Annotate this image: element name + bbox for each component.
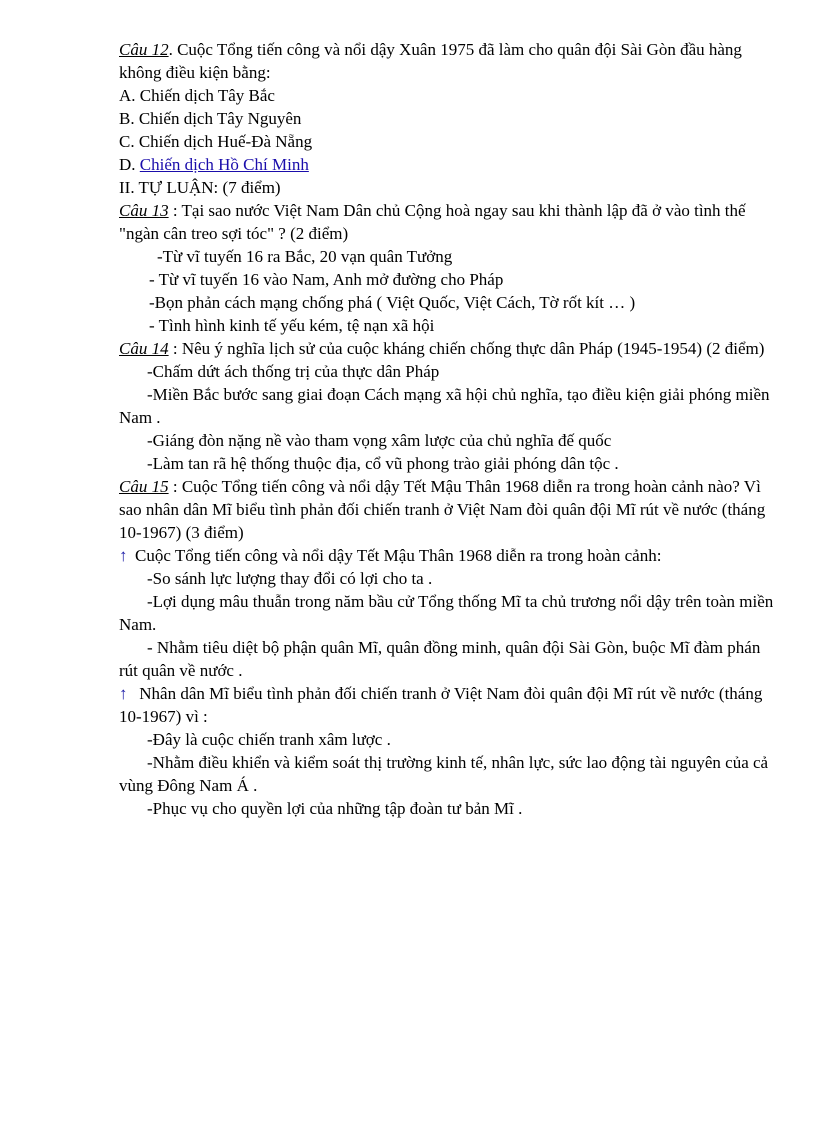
- q15-part2-answer-3: -Phục vụ cho quyền lợi của những tập đoàn tư bản Mĩ .: [147, 799, 523, 818]
- question-13-text: : Tại sao nước Việt Nam Dân chủ Cộng hoà ngay sau khi thành lập đã ở vào tình thế "ngàn cân treo sợi tóc" ? (2 điểm): [119, 201, 746, 243]
- option-b-letter: B.: [119, 109, 139, 128]
- q15-part1-heading: [119, 544, 781, 567]
- option-d: [119, 153, 781, 176]
- document-page: [119, 38, 781, 820]
- question-13: [119, 199, 781, 245]
- q15-part1-answer-1: -So sánh lực lượng thay đổi có lợi cho ta .: [147, 569, 433, 588]
- option-d-letter: D.: [119, 155, 140, 174]
- question-12-label: Câu 12: [119, 40, 169, 59]
- question-14-label: Câu 14: [119, 339, 169, 358]
- option-d-link[interactable]: Chiến dịch Hồ Chí Minh: [139, 155, 309, 174]
- q14-answer-4: -Làm tan rã hệ thống thuộc địa, cổ vũ phong trào giải phóng dân tộc .: [147, 454, 619, 473]
- question-15: [119, 475, 781, 544]
- q15-part2-heading-text: Nhân dân Mĩ biểu tình phản đối chiến tranh ở Việt Nam đòi quân đội Mĩ rút về nước (tháng 10-1967) vì :: [119, 684, 763, 726]
- q15-part1-answer-2: -Lợi dụng mâu thuẫn trong năm bầu cử Tổng thống Mĩ ta chủ trương nổi dậy trên toàn miền Nam.: [119, 592, 774, 634]
- arrow-up-icon: ↑: [119, 684, 128, 703]
- q15-part1-heading-text: Cuộc Tổng tiến công và nổi dậy Tết Mậu Thân 1968 diễn ra trong hoàn cảnh:: [135, 546, 662, 565]
- question-13-label: Câu 13: [119, 201, 169, 220]
- question-14: [119, 337, 781, 360]
- question-12-text: . Cuộc Tổng tiến công và nổi dậy Xuân 1975 đã làm cho quân đội Sài Gòn đầu hàng không điều kiện bằng:: [119, 40, 742, 82]
- q13-answer-3: -Bọn phản cách mạng chống phá ( Việt Quốc, Việt Cách, Tờ rốt kít … ): [149, 293, 636, 312]
- q14-answer-2: -Miền Bắc bước sang giai đoạn Cách mạng xã hội chủ nghĩa, tạo điều kiện giải phóng miền Nam .: [119, 385, 770, 427]
- option-b-text: Chiến dịch Tây Nguyên: [138, 109, 302, 128]
- option-b: [119, 107, 781, 130]
- option-c-letter: C.: [119, 132, 139, 151]
- question-12: [119, 38, 781, 84]
- q15-part2-answer-2: -Nhằm điều khiển và kiểm soát thị trường kinh tế, nhân lực, sức lao động tài nguyên của cả vùng Đông Nam Á .: [119, 753, 769, 795]
- option-a-text: Chiến dịch Tây Bắc: [139, 86, 275, 105]
- q13-answer-2: - Từ vĩ tuyến 16 vào Nam, Anh mở đường cho Pháp: [149, 270, 504, 289]
- question-15-label: Câu 15: [119, 477, 169, 496]
- q13-answer-4: - Tình hình kinh tế yếu kém, tệ nạn xã hội: [149, 316, 435, 335]
- question-14-text: : Nêu ý nghĩa lịch sử của cuộc kháng chiến chống thực dân Pháp (1945-1954) (2 điểm): [168, 339, 765, 358]
- q14-answer-1: -Chấm dứt ách thống trị của thực dân Pháp: [147, 362, 440, 381]
- option-c: [119, 130, 781, 153]
- arrow-up-icon: ↑: [119, 546, 128, 565]
- question-15-text: : Cuộc Tổng tiến công và nổi dậy Tết Mậu Thân 1968 diễn ra trong hoàn cảnh nào? Vì sao nhân dân Mĩ biểu tình phản đối chiến tranh ở Việt Nam đòi quân đội Mĩ rút về nước (tháng 10-1967) (3 điểm): [119, 477, 766, 542]
- option-a: [119, 84, 781, 107]
- q15-part1-answer-3: - Nhằm tiêu diệt bộ phận quân Mĩ, quân đồng minh, quân đội Sài Gòn, buộc Mĩ đàm phán rút quân về nước .: [119, 638, 761, 680]
- option-c-text: Chiến dịch Huế-Đà Nẵng: [138, 132, 313, 151]
- section-heading: II. TỰ LUẬN: (7 điểm): [119, 178, 281, 197]
- q14-answer-3: -Giáng đòn nặng nề vào tham vọng xâm lược của chủ nghĩa đế quốc: [147, 431, 612, 450]
- q15-part2-answer-1: -Đây là cuộc chiến tranh xâm lược .: [147, 730, 391, 749]
- q13-answer-1: -Từ vĩ tuyến 16 ra Bắc, 20 vạn quân Tưởng: [157, 247, 453, 266]
- option-a-letter: A.: [119, 86, 140, 105]
- q15-part2-heading: [119, 682, 781, 728]
